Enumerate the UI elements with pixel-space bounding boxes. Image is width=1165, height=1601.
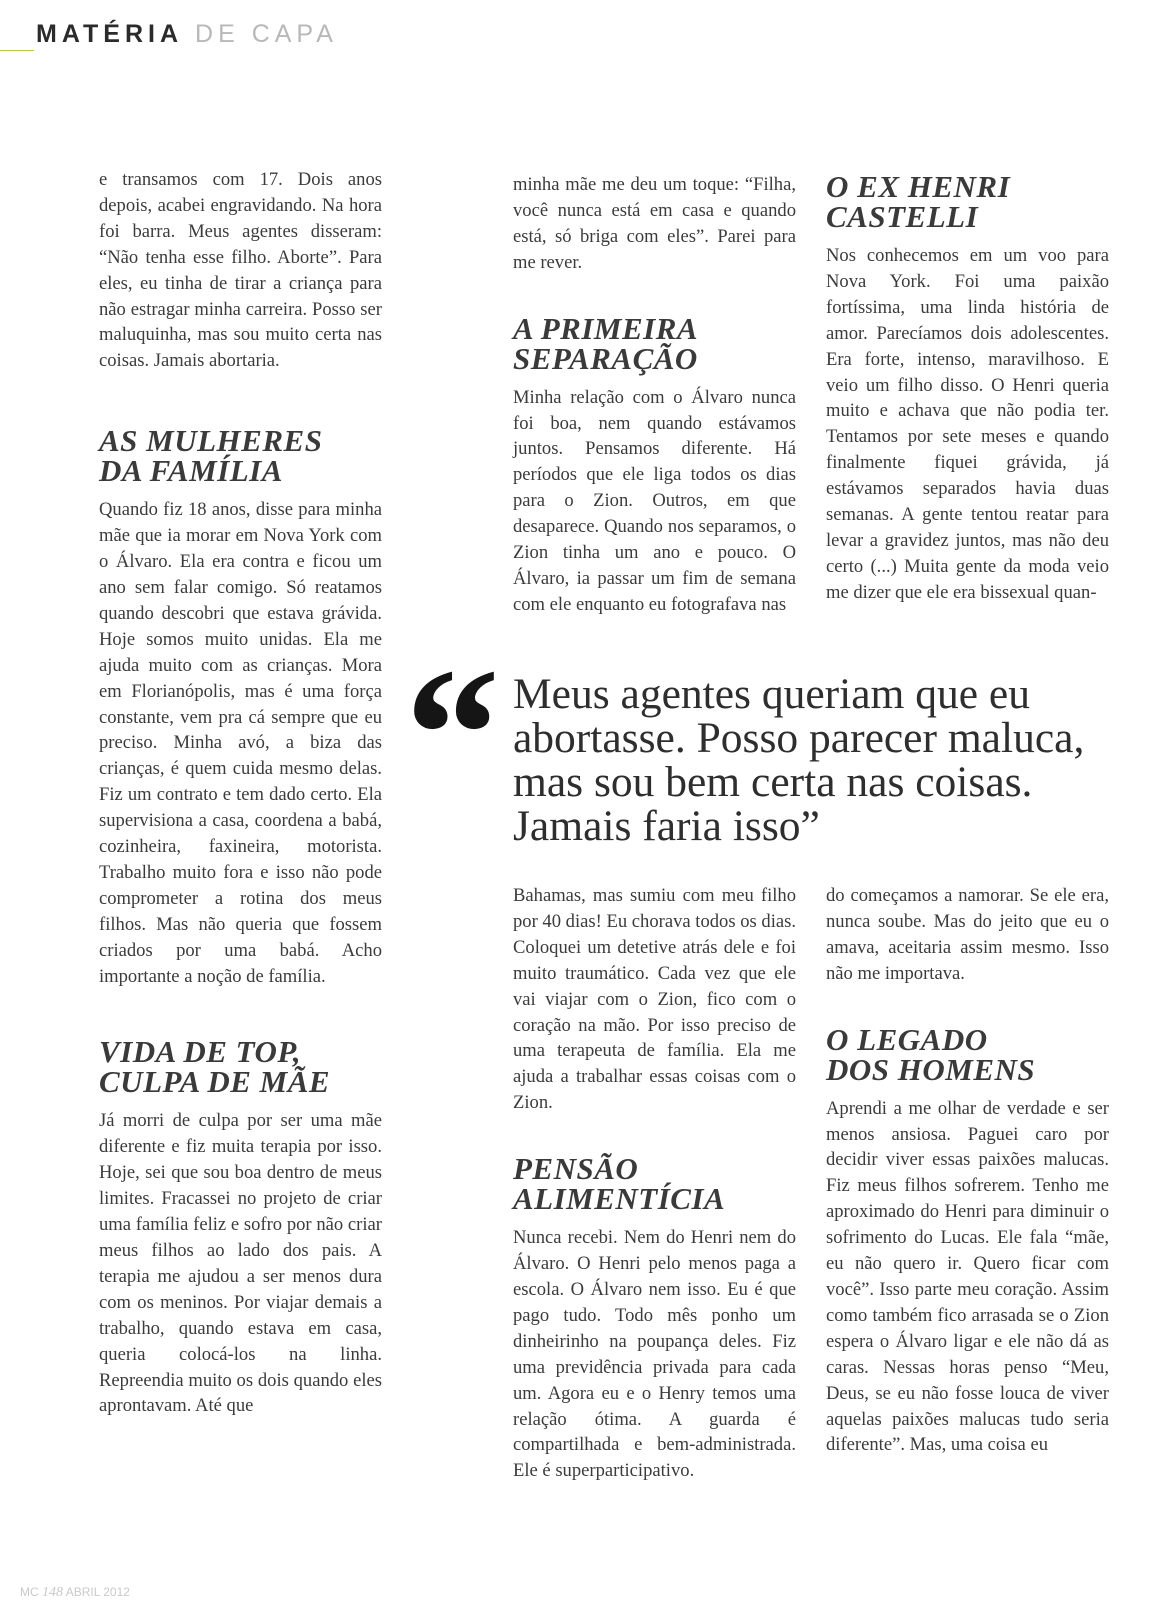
page-number: 148 [42,1585,64,1600]
section-label [36,20,338,49]
folio-brand: MC [20,1585,39,1599]
heading-line: A PRIMEIRA [513,310,699,346]
paragraph: Aprendi a me olhar de verdade e ser menos ansiosa. Paguei caro por decidir viver essas paixões malucas. Fiz meus filhos sofrerem. Tenho me aproximado do Henri para diminuir o sofrimento do Lucas. Ele fala “mãe, eu não quero ir. Quero ficar com você”. Isso parte meu coração. Assim como também fico arrasada se o Zion espera o Álvaro ligar e ele não dá as caras. Nessas horas penso “Meu, Deus, se eu não fosse louca de viver aquelas paixões malucas tudo seria diferente”. Mas, uma coisa eu [826,1097,1109,1456]
heading-line: AS MULHERES [99,423,323,459]
quote-mark-icon: “ [405,630,500,840]
heading-line: DOS HOMENS [826,1051,1036,1087]
heading-line: PENSÃO [513,1151,639,1187]
page-folio [20,1585,130,1601]
column-1 [99,167,382,1419]
section-heading [513,1151,796,1217]
column-3-bottom [826,883,1109,1458]
paragraph: Minha relação com o Álvaro nunca foi boa, nem quando estávamos juntos. Pensamos diferente. Há períodos que ele liga todos os dias para o Zion. Outros, em que desaparece. Quando nos separamos, o Zion tinha um ano e pouco. O Álvaro, ia passar um fim de semana com ele enquanto eu fotografava nas [513,386,796,615]
paragraph: Nunca recebi. Nem do Henri nem do Álvaro. O Henri pelo menos paga a escola. O Álvaro nem isso. Eu é que pago tudo. Todo mês ponho um dinheirinho na poupança deles. Fiz uma previdência privada para cada um. Agora eu e o Henry temos uma relação ótima. A guarda é compartilhada e bem-administrada. Ele é superparticipativo. [513,1227,796,1482]
paragraph: Quando fiz 18 anos, disse para minha mãe que ia morar em Nova York com o Álvaro. Ela era contra e ficou um ano sem falar comigo. Só reatamos quando descobri que estava grávida. Hoje somos muito unidas. Ela me ajuda muito com as crianças. Mora em Florianópolis, mas é uma força constante, vem pra cá sempre que eu preciso. Minha avó, a biza das crianças, é quem cuida mesmo delas. Fiz um contrato e tem dado certo. Ela supervisiona a casa, coordena a babá, cozinheira, faxineira, motorista. Trabalho muito fora e isso não pode comprometer a rotina dos meus filhos. Mas não queria que fossem criados por uma babá. Acho importante a noção de família. [99,499,382,987]
column-2-bottom [513,883,796,1484]
section-label-light: DE CAPA [195,20,338,48]
section-label-bold: MATÉRIA [36,20,184,48]
section-heading [826,1021,1109,1087]
header-rule [0,50,34,51]
heading-line: O LEGADO [826,1021,988,1057]
section-heading [513,310,796,376]
column-3-top [826,169,1109,606]
pull-quote: Meus agentes queriam que eu abortasse. Posso parecer maluca, mas sou bem certa nas coisas. Jamais faria isso” [513,670,1085,850]
paragraph: Já morri de culpa por ser uma mãe diferente e fiz muita terapia por isso. Hoje, sei que sou boa dentro de meus limites. Fracassei no projeto de criar uma família feliz e sofro por não criar meus filhos ao lado dos pais. A terapia me ajudou a ser menos dura com os meninos. Por viajar demais a trabalho, quando estava em casa, queria colocá-los na linha. Repreendia muito os dois quando eles aprontavam. Até que [99,1110,382,1417]
section-heading [99,1034,382,1100]
heading-line: DA FAMÍLIA [99,453,283,489]
paragraph: do começamos a namorar. Se ele era, nunca soube. Mas do jeito que eu o amava, aceitaria assim mesmo. Isso não me importava. [826,885,1109,984]
heading-line: SEPARAÇÃO [513,340,698,376]
heading-line: CASTELLI [826,199,979,234]
heading-line: VIDA DE TOP, [99,1034,302,1070]
section-heading [99,423,382,489]
section-heading [826,169,1109,234]
paragraph: Nos conhecemos em um voo para Nova York. Foi uma paixão fortíssima, uma linda história de amor. Parecíamos dois adolescentes. Era forte, intenso, maravilhoso. E veio um filho disso. O Henri queria muito e achava que não podia ter. Tentamos por sete meses e quando finalmente fiquei grávida, já estávamos separados havia duas semanas. A gente tentou reatar para levar a gravidez juntos, mas não deu certo (...) Muita gente da moda veio me dizer que ele era bissexual quan- [826,245,1109,603]
heading-line: ALIMENTÍCIA [513,1181,726,1217]
folio-date: ABRIL 2012 [65,1585,130,1599]
paragraph: Bahamas, mas sumiu com meu filho por 40 dias! Eu chorava todos os dias. Coloquei um detetive atrás dele e foi muito traumático. Cada vez que ele vai viajar com o Zion, fico com o coração na mão. Por isso preciso de uma terapeuta de família. Ela me ajuda a trabalhar essas coisas com o Zion. [513,885,796,1114]
heading-line: CULPA DE MÃE [99,1064,331,1100]
column-2-top [513,172,796,618]
heading-line: O EX HENRI [826,169,1011,204]
paragraph: minha mãe me deu um toque: “Filha, você nunca está em casa e quando está, só briga com eles”. Parei para me rever. [513,174,796,273]
paragraph: e transamos com 17. Dois anos depois, acabei engravidando. Na hora foi barra. Meus agentes disseram: “Não tenha esse filho. Aborte”. Para eles, eu tinha de tirar a criança para não estragar minha carreira. Posso ser maluquinha, mas sou muito certa nas coisas. Jamais abortaria. [99,169,382,372]
